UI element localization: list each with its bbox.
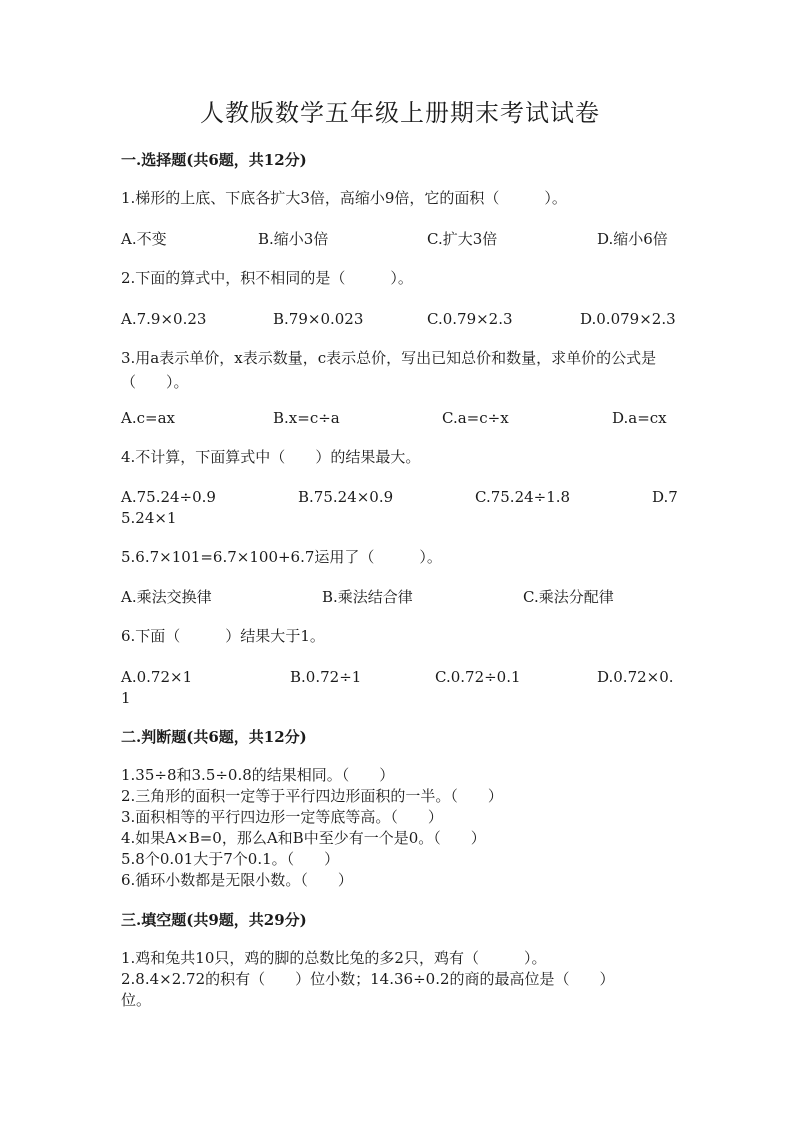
choice-3-option-d: D.a=cx (612, 409, 667, 427)
choice-4-option-b: B.75.24×0.9 (298, 488, 394, 506)
choice-4-option-d-continued: 5.24×1 (121, 509, 177, 527)
choice-3-option-c: C.a=c÷x (442, 409, 509, 427)
section-heading-judge: 二.判断题(共6题，共12分) (121, 728, 307, 746)
choice-6-option-d: D.0.72×0. (597, 668, 674, 686)
choice-question-2: 2.下面的算式中，积不相同的是（ ）。 (121, 269, 413, 287)
choice-5-option-a: A.乘法交换律 (121, 588, 212, 606)
choice-6-option-b: B.0.72÷1 (290, 668, 362, 686)
choice-6-option-d-continued: 1 (121, 689, 131, 707)
choice-2-option-a: A.7.9×0.23 (121, 310, 207, 328)
judge-item-1: 1.35÷8和3.5÷0.8的结果相同。（ ） (121, 766, 395, 784)
choice-6-option-c: C.0.72÷0.1 (435, 668, 521, 686)
judge-item-3: 3.面积相等的平行四边形一定等底等高。（ ） (121, 808, 443, 826)
fill-item-2-continued: 位。 (121, 991, 152, 1009)
choice-5-option-b: B.乘法结合律 (322, 588, 413, 606)
choice-question-1: 1.梯形的上底、下底各扩大3倍，高缩小9倍，它的面积（ ）。 (121, 189, 567, 207)
choice-1-option-a: A.不变 (121, 230, 167, 248)
choice-question-5: 5.6.7×101=6.7×100+6.7运用了（ ）。 (121, 548, 442, 566)
choice-question-3: 3.用a表示单价，x表示数量，c表示总价，写出已知总价和数量，求单价的公式是（ ）。 (121, 349, 657, 391)
choice-6-option-a: A.0.72×1 (121, 668, 193, 686)
choice-2-option-c: C.0.79×2.3 (427, 310, 513, 328)
page-title: 人教版数学五年级上册期末考试试卷 (200, 99, 600, 127)
choice-5-option-c: C.乘法分配律 (523, 588, 614, 606)
judge-item-5: 5.8个0.01大于7个0.1。（ ） (121, 850, 340, 868)
choice-4-option-a: A.75.24÷0.9 (121, 488, 216, 506)
choice-1-option-c: C.扩大3倍 (427, 230, 498, 248)
section-heading-fill: 三.填空题(共9题，共29分) (121, 911, 307, 929)
choice-3-option-b: B.x=c÷a (273, 409, 340, 427)
choice-3-option-a: A.c=ax (121, 409, 175, 427)
choice-2-option-d: D.0.079×2.3 (580, 310, 676, 328)
judge-item-4: 4.如果A×B=0，那么A和B中至少有一个是0。（ ） (121, 829, 486, 847)
choice-1-option-b: B.缩小3倍 (258, 230, 329, 248)
choice-1-option-d: D.缩小6倍 (597, 230, 668, 248)
choice-question-6: 6.下面（ ）结果大于1。 (121, 627, 325, 645)
judge-item-6: 6.循环小数都是无限小数。（ ） (121, 871, 353, 889)
choice-4-option-c: C.75.24÷1.8 (475, 488, 571, 506)
choice-question-4: 4.不计算，下面算式中（ ）的结果最大。 (121, 448, 421, 466)
fill-item-1: 1.鸡和兔共10只，鸡的脚的总数比兔的多2只，鸡有（ ）。 (121, 949, 547, 967)
fill-item-2: 2.8.4×2.72的积有（ ）位小数；14.36÷0.2的商的最高位是（ ） (121, 970, 615, 988)
section-heading-choice: 一.选择题(共6题，共12分) (121, 151, 307, 169)
choice-2-option-b: B.79×0.023 (273, 310, 364, 328)
choice-4-option-d: D.7 (652, 488, 678, 506)
judge-item-2: 2.三角形的面积一定等于平行四边形面积的一半。（ ） (121, 787, 503, 805)
